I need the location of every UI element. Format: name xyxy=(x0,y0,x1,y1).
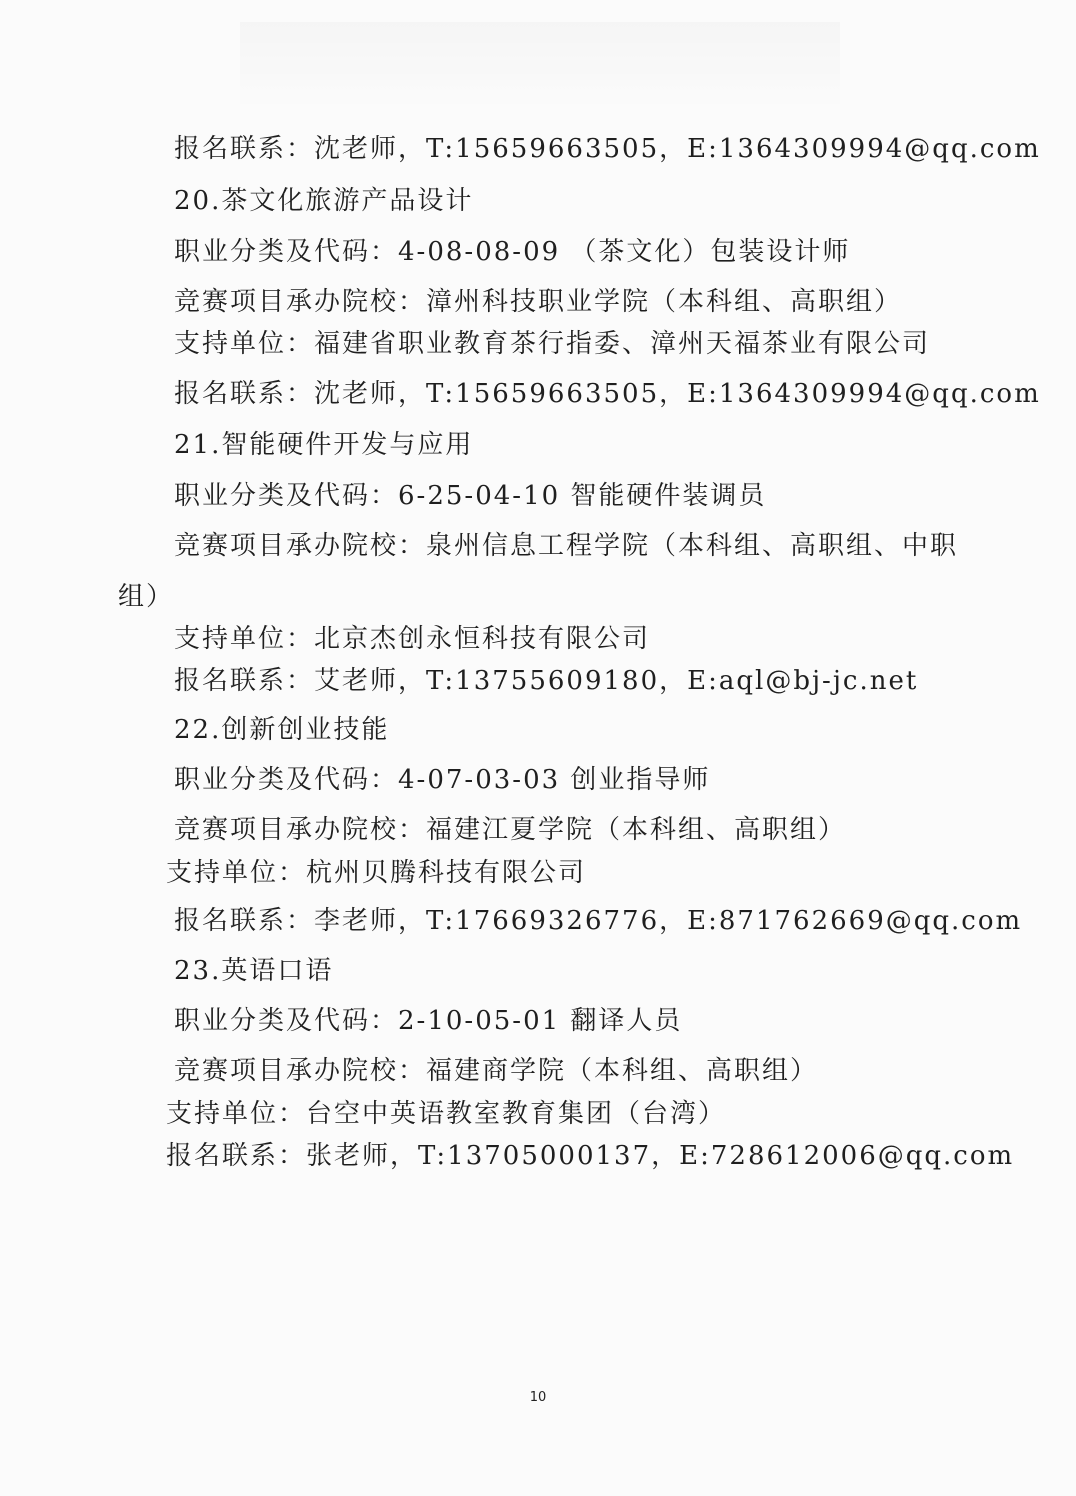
support-unit-20: 支持单位：福建省职业教育茶行指委、漳州天福茶业有限公司 xyxy=(174,329,931,359)
item-heading-21: 21.智能硬件开发与应用 xyxy=(174,430,474,460)
host-school-21-continued: 组） xyxy=(118,582,175,612)
support-unit-23: 支持单位：台空中英语教室教育集团（台湾） xyxy=(166,1099,727,1129)
occupation-code-21: 职业分类及代码：6-25-04-10 智能硬件装调员 xyxy=(174,481,767,511)
support-unit-21: 支持单位：北京杰创永恒科技有限公司 xyxy=(174,624,651,654)
host-school-21: 竞赛项目承办院校：泉州信息工程学院（本科组、高职组、中职 xyxy=(174,531,959,561)
host-school-20: 竞赛项目承办院校：漳州科技职业学院（本科组、高职组） xyxy=(174,287,903,317)
host-school-22: 竞赛项目承办院校：福建江夏学院（本科组、高职组） xyxy=(174,815,847,845)
page-number: 10 xyxy=(529,1390,547,1405)
item-heading-20: 20.茶文化旅游产品设计 xyxy=(174,186,474,216)
occupation-code-20: 职业分类及代码：4-08-08-09 （茶文化）包装设计师 xyxy=(174,237,851,267)
contact-line-19: 报名联系：沈老师，T:15659663505，E:1364309994@qq.com xyxy=(174,134,1041,164)
scan-artifact xyxy=(240,22,840,112)
occupation-code-23: 职业分类及代码：2-10-05-01 翻译人员 xyxy=(174,1006,683,1036)
item-heading-23: 23.英语口语 xyxy=(174,956,334,986)
contact-line-22: 报名联系：李老师，T:17669326776，E:871762669@qq.com xyxy=(174,906,1023,936)
item-heading-22: 22.创新创业技能 xyxy=(174,715,390,745)
host-school-23: 竞赛项目承办院校：福建商学院（本科组、高职组） xyxy=(174,1056,819,1086)
occupation-code-22: 职业分类及代码：4-07-03-03 创业指导师 xyxy=(174,765,711,795)
contact-line-20: 报名联系：沈老师，T:15659663505，E:1364309994@qq.com xyxy=(174,379,1041,409)
contact-line-21: 报名联系：艾老师，T:13755609180，E:aql@bj-jc.net xyxy=(174,666,919,696)
support-unit-22: 支持单位：杭州贝腾科技有限公司 xyxy=(166,858,587,888)
contact-line-23: 报名联系：张老师，T:13705000137，E:728612006@qq.com xyxy=(166,1141,1015,1171)
